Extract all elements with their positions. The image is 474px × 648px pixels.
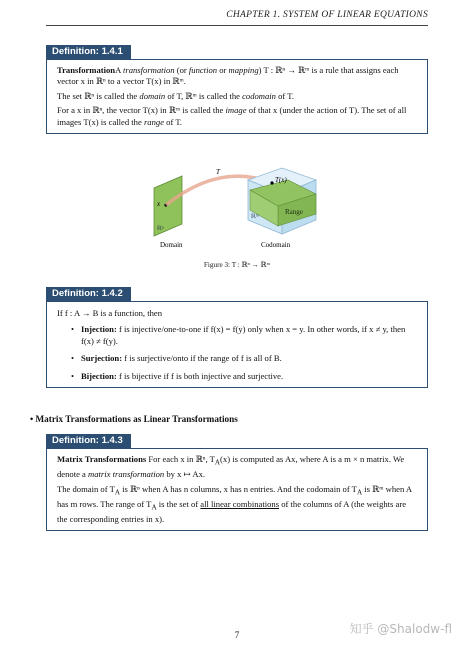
- section-title: Matrix Transformations as Linear Transformations: [35, 414, 238, 424]
- def1-text: of that x (under the action of T). The set of all images T(x) is called the: [57, 105, 407, 127]
- term-injection: Injection:: [81, 324, 117, 335]
- def1-text: ) T : ℝⁿ → ℝᵐ is a rule that assigns each vector x in ℝⁿ to a vector T(x) in ℝᵐ.: [57, 65, 399, 87]
- def1-emph: transformation: [122, 65, 175, 75]
- def3-text: The domain of T: [57, 483, 115, 494]
- def3-subscript: A: [356, 488, 363, 497]
- def3-text: (x) is computed as Ax, where A is a m × n matrix. We denote a: [57, 454, 405, 480]
- point-Tx: [270, 181, 273, 184]
- list-item-injection: [71, 324, 418, 347]
- label-rn: ℝⁿ: [157, 226, 164, 232]
- def1-emph: domain: [139, 90, 166, 101]
- def3-paragraph-2: [57, 484, 418, 526]
- header-rule: [46, 25, 428, 26]
- term-matrix-transformations: Matrix Transformations: [57, 454, 147, 464]
- section-heading: [30, 414, 238, 424]
- label-codomain: Codomain: [261, 241, 291, 249]
- def1-emph: codomain: [242, 90, 276, 101]
- page-number: 7: [234, 630, 240, 640]
- definition-box-1-4-3: [46, 448, 428, 531]
- label-domain: Domain: [160, 241, 183, 249]
- def1-paragraph-2: [57, 91, 418, 102]
- running-head: CHAPTER 1. SYSTEM OF LINEAR EQUATIONS: [226, 10, 428, 20]
- figure-caption: Figure 3: T : ℝⁿ → ℝᵐ: [203, 261, 271, 269]
- section-bullet-mark: •: [30, 414, 34, 424]
- def1-emph: image: [225, 105, 247, 116]
- label-T: T: [216, 168, 220, 176]
- definition-tab-1-4-2: Definition: 1.4.2: [46, 287, 131, 301]
- def1-text: or: [217, 65, 229, 75]
- def3-paragraph-1: [57, 454, 418, 481]
- def3-subscript: A: [214, 458, 221, 467]
- label-Tx: T(x): [275, 176, 287, 184]
- injection-text: f is injective/one-to-one if f(x) = f(y) only when x = y. In other words, if x ≠ y, then f(x) ≠ f(y).: [81, 324, 406, 346]
- def3-text: is ℝⁿ when A has n columns, x has n entries. And the codomain of T: [120, 483, 357, 494]
- def1-text: A: [115, 65, 123, 75]
- def3-underlined: all linear combinations: [200, 498, 280, 509]
- label-range: Range: [285, 208, 303, 216]
- def1-emph: range: [143, 116, 165, 127]
- def1-paragraph-1: [57, 65, 418, 88]
- watermark: 知乎 @Shalodw-fl: [349, 622, 452, 636]
- definition-box-1-4-2: [46, 301, 428, 388]
- def2-list: [57, 324, 418, 382]
- def3-text: by x ↦ Ax.: [164, 469, 206, 480]
- bijection-text: f is bijective if f is both injective and surjective.: [116, 370, 284, 381]
- def1-text: (or: [174, 65, 189, 75]
- def1-text: of T.: [275, 90, 295, 101]
- def1-text: of T, ℝᵐ is called the: [165, 90, 243, 101]
- surjection-text: f is surjective/onto if the range of f is all of B.: [122, 353, 282, 364]
- label-rm: ℝᵐ: [251, 214, 259, 220]
- def3-text: is the set of: [156, 498, 201, 509]
- def3-subscript: A: [114, 488, 121, 497]
- def1-text: For a x in ℝⁿ, the vector T(x) in ℝᵐ is called the: [57, 105, 226, 116]
- def3-emph: matrix transformation: [88, 469, 165, 480]
- definition-tab-1-4-3: Definition: 1.4.3: [46, 434, 131, 448]
- def1-text: of T.: [164, 116, 183, 127]
- def1-emph: mapping: [228, 65, 259, 75]
- definition-tab-1-4-1: Definition: 1.4.1: [46, 45, 131, 59]
- list-item-surjection: [71, 353, 418, 364]
- def3-text: For each x in ℝⁿ, T: [146, 454, 215, 464]
- list-item-bijection: [71, 371, 418, 382]
- def2-intro: If f : A → B is a function, then: [57, 308, 163, 318]
- def3-subscript: A: [151, 503, 157, 512]
- definition-box-1-4-1: [46, 59, 428, 134]
- def3-text: is ℝᵐ when A has m rows. The range of T: [57, 483, 412, 509]
- def1-text: The set ℝⁿ is called the: [57, 90, 140, 101]
- term-bijection: Bijection:: [81, 370, 117, 381]
- def3-text: of the columns of A (the weights are the corresponding entries in x).: [57, 498, 407, 524]
- term-transformation: Transformation: [57, 65, 116, 75]
- term-surjection: Surjection:: [81, 353, 123, 364]
- def1-paragraph-3: [57, 105, 418, 128]
- label-x: x: [157, 200, 161, 208]
- transformation-figure: [140, 150, 340, 250]
- def1-emph: function: [188, 65, 218, 75]
